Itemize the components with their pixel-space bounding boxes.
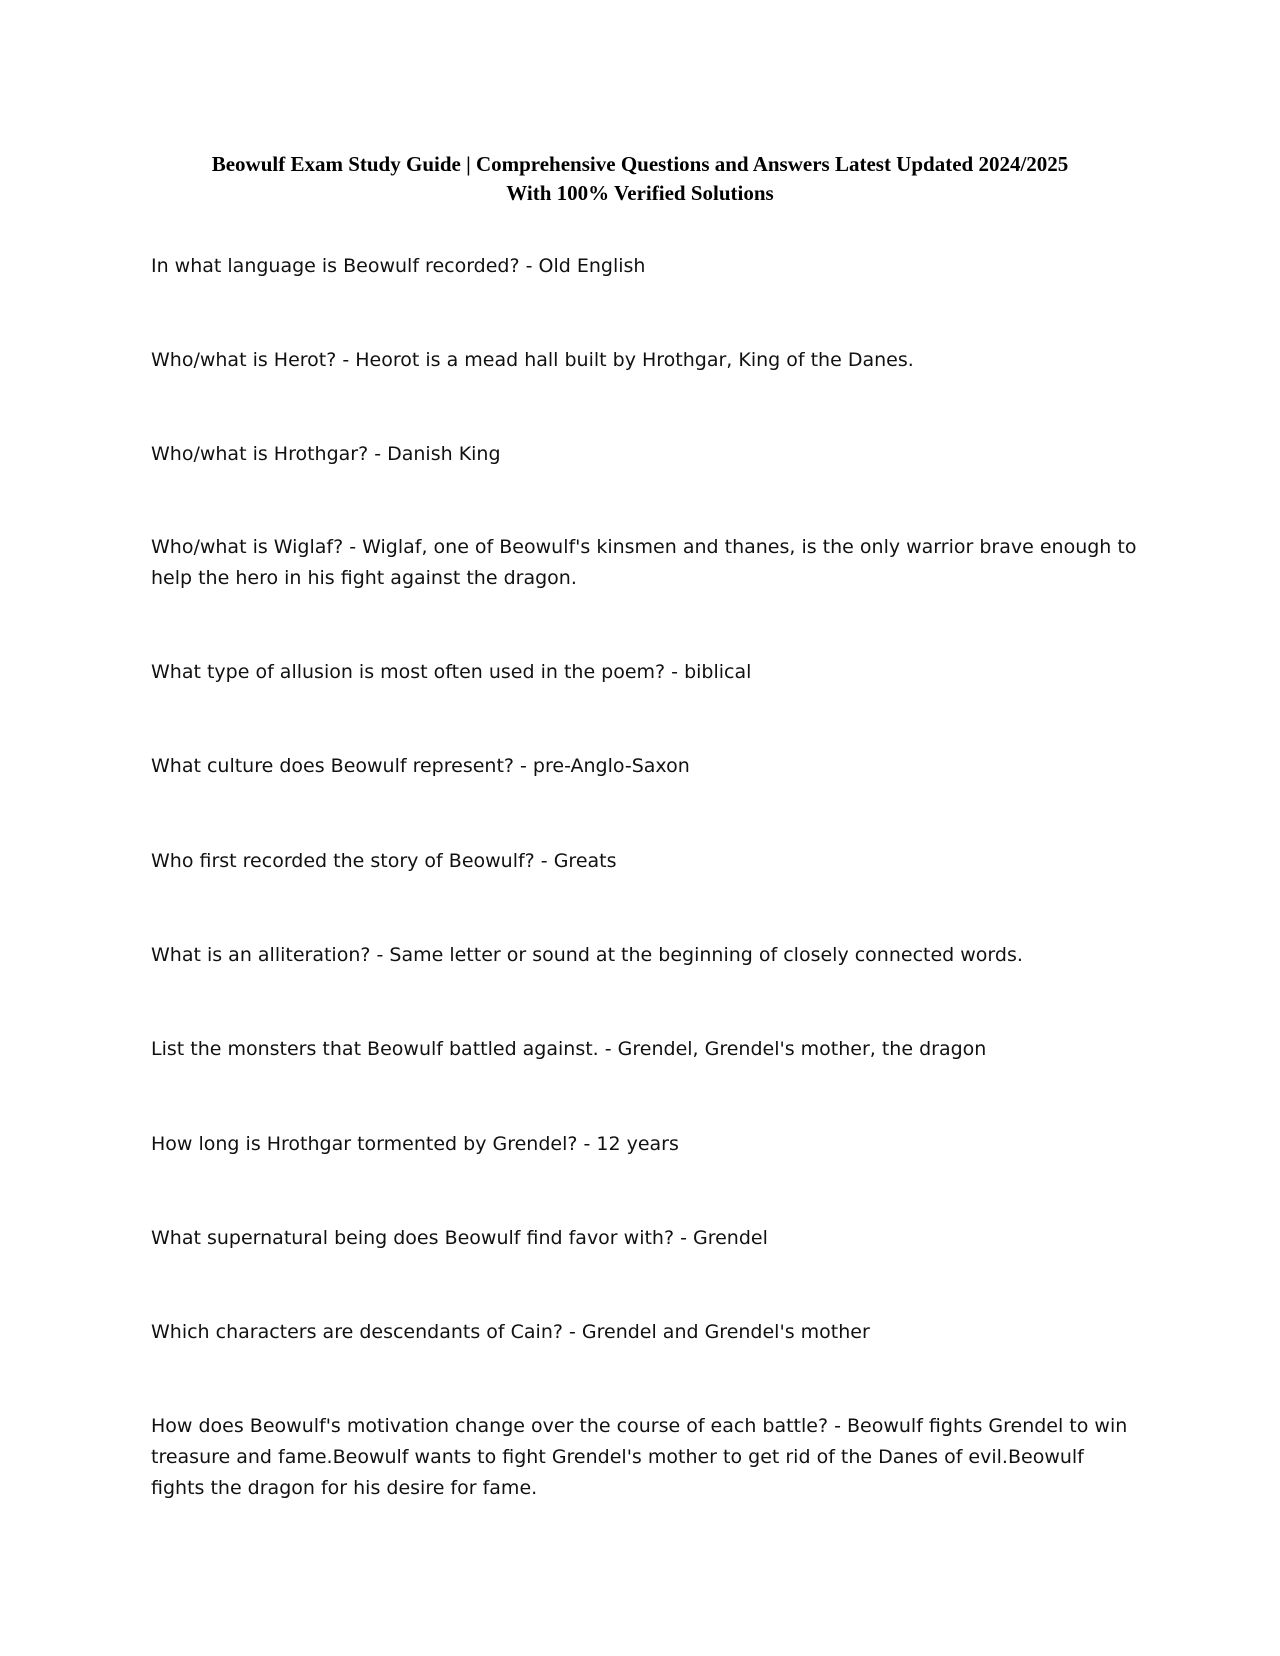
qa-item-13: How does Beowulf's motivation change over the course of each battle? - Beowulf fights Grendel to win treasure and fame.Beowulf wants to fight Grendel's mother to get rid of the Danes of evil.Beowulf fights the dragon for his desire for fame. [151,1415,1128,1499]
qa-item-10: How long is Hrothgar tormented by Grendel? - 12 years [151,1133,679,1155]
title-line-1: Beowulf Exam Study Guide | Comprehensive Questions and Answers Latest Updated 2024/2025 [211,152,1069,176]
qa-item-9: List the monsters that Beowulf battled against. - Grendel, Grendel's mother, the dragon [151,1038,987,1060]
qa-item-4: Who/what is Wiglaf? - Wiglaf, one of Beowulf's kinsmen and thanes, is the only warrior brave enough to help the hero in his fight against the dragon. [151,536,1137,589]
qa-item-7: Who first recorded the story of Beowulf? - Greats [151,850,617,872]
qa-item-2: Who/what is Herot? - Heorot is a mead hall built by Hrothgar, King of the Danes. [151,349,914,371]
qa-item-6: What culture does Beowulf represent? - pre-Anglo-Saxon [151,755,690,777]
document-title [110,150,1170,208]
title-line-2: With 100% Verified Solutions [506,181,774,205]
qa-item-8: What is an alliteration? - Same letter or sound at the beginning of closely connected words. [151,944,1023,966]
qa-item-5: What type of allusion is most often used in the poem? - biblical [151,661,752,683]
qa-item-3: Who/what is Hrothgar? - Danish King [151,443,501,465]
qa-item-12: Which characters are descendants of Cain? - Grendel and Grendel's mother [151,1321,870,1343]
qa-item-11: What supernatural being does Beowulf find favor with? - Grendel [151,1227,768,1249]
qa-item-1: In what language is Beowulf recorded? - Old English [151,255,646,277]
